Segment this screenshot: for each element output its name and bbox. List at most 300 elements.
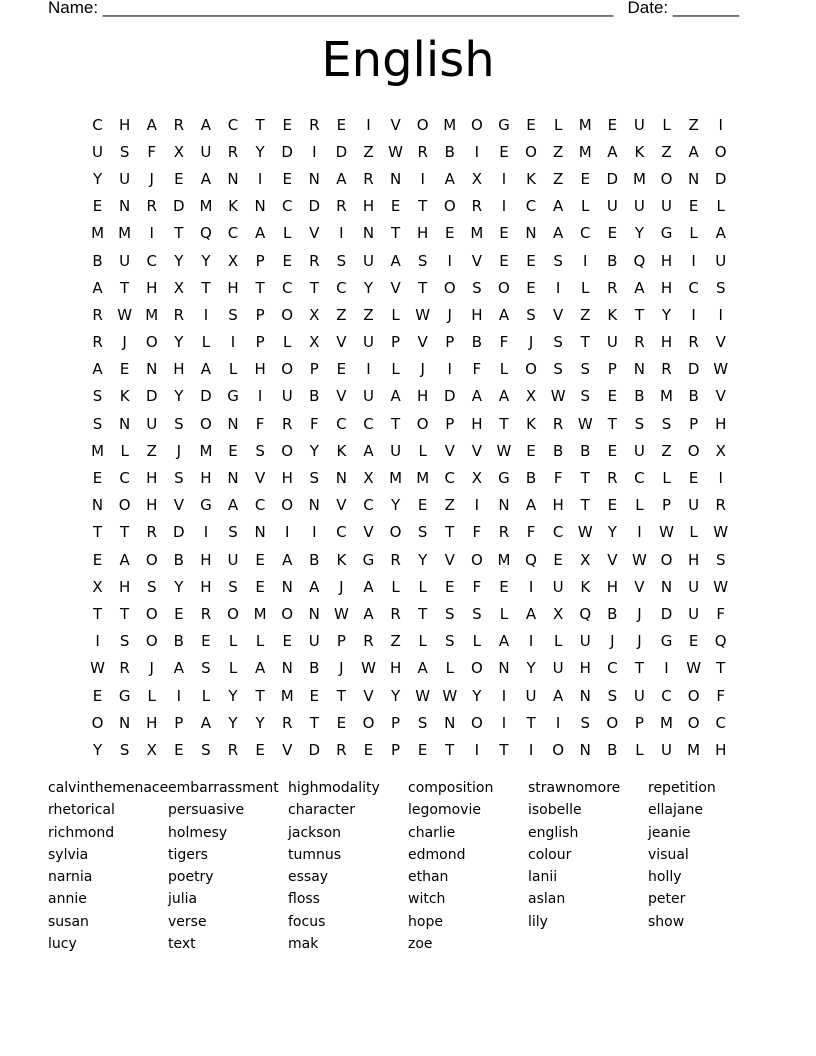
grid-cell: A	[173, 659, 184, 678]
grid-cell: D	[308, 197, 321, 216]
grid-cell: M	[687, 740, 701, 759]
grid-cell: P	[255, 333, 265, 352]
grid-cell: O	[525, 360, 537, 379]
grid-cell: A	[525, 604, 537, 623]
grid-cell: N	[227, 169, 239, 188]
grid-cell: H	[173, 360, 185, 379]
word-item: edmond	[408, 846, 466, 863]
grid-cell: Z	[146, 441, 157, 460]
grid-cell: F	[472, 523, 482, 542]
grid-row	[84, 274, 734, 301]
grid-cell: L	[201, 686, 211, 705]
grid-cell: D	[714, 169, 727, 188]
grid-cell: D	[145, 387, 158, 406]
grid-cell: N	[119, 414, 131, 433]
grid-cell: D	[443, 387, 456, 406]
grid-cell: H	[119, 115, 131, 134]
grid-cell: K	[634, 142, 645, 161]
grid-cell: E	[526, 441, 536, 460]
grid-cell: L	[228, 632, 238, 651]
grid-cell: Y	[174, 333, 184, 352]
grid-row	[84, 329, 734, 356]
grid-cell: W	[713, 523, 729, 542]
grid-cell: P	[634, 713, 644, 732]
grid-cell: H	[146, 469, 158, 488]
grid-cell: E	[553, 550, 563, 569]
grid-cell: H	[417, 387, 429, 406]
grid-cell: G	[660, 632, 673, 651]
grid-cell: H	[471, 414, 483, 433]
grid-cell: H	[146, 713, 158, 732]
grid-cell: R	[688, 333, 699, 352]
grid-cell: R	[661, 360, 672, 379]
grid-cell: I	[474, 142, 480, 161]
grid-cell: H	[660, 278, 673, 297]
grid-cell: P	[391, 740, 401, 759]
grid-cell: O	[145, 604, 158, 623]
grid-cell: U	[579, 632, 591, 651]
grid-cell: I	[95, 632, 100, 651]
grid-cell: E	[526, 115, 536, 134]
grid-cell: T	[174, 224, 184, 243]
grid-cell: E	[688, 632, 699, 651]
grid-cell: E	[174, 604, 184, 623]
grid-cell: K	[336, 441, 347, 460]
grid-cell: I	[528, 740, 534, 759]
grid-cell: R	[336, 197, 347, 216]
grid-cell: I	[149, 224, 154, 243]
grid-cell: D	[200, 387, 212, 406]
grid-cell: O	[281, 496, 294, 515]
grid-cell: S	[92, 387, 103, 406]
grid-row	[84, 247, 734, 274]
grid-row	[84, 709, 734, 736]
grid-cell: T	[390, 224, 401, 243]
grid-row	[84, 655, 734, 682]
word-item: persuasive	[168, 802, 245, 819]
grid-cell: E	[499, 224, 509, 243]
grid-cell: X	[146, 740, 157, 759]
grid-cell: H	[417, 224, 429, 243]
grid-cell: V	[715, 333, 726, 352]
grid-cell: R	[607, 278, 618, 297]
grid-cell: O	[227, 604, 239, 623]
grid-cell: M	[578, 115, 592, 134]
word-item: narnia	[48, 869, 93, 886]
grid-cell: R	[471, 197, 483, 216]
word-list	[48, 777, 768, 955]
grid-cell: I	[583, 251, 588, 270]
grid-cell: I	[555, 278, 561, 297]
grid-cell: C	[92, 115, 103, 134]
grid-cell: C	[227, 224, 239, 243]
grid-cell: T	[499, 740, 509, 759]
letter-grid	[84, 111, 734, 764]
grid-cell: W	[713, 577, 729, 596]
grid-row	[84, 682, 734, 709]
grid-cell: L	[445, 659, 454, 678]
grid-cell: S	[417, 251, 428, 270]
grid-cell: C	[363, 414, 374, 433]
grid-cell: H	[281, 469, 293, 488]
grid-cell: Y	[255, 142, 265, 161]
word-item: lily	[528, 913, 548, 930]
grid-cell: L	[283, 224, 292, 243]
grid-cell: U	[146, 414, 158, 433]
grid-cell: A	[634, 278, 645, 297]
grid-cell: I	[501, 686, 507, 705]
word-item: zoe	[408, 936, 433, 953]
grid-cell: T	[499, 414, 509, 433]
grid-cell: E	[92, 469, 103, 488]
grid-cell: U	[200, 142, 212, 161]
grid-cell: Z	[553, 142, 564, 161]
grid-cell: T	[120, 278, 130, 297]
grid-cell: X	[525, 387, 537, 406]
grid-cell: X	[363, 469, 374, 488]
grid-cell: R	[336, 740, 347, 759]
grid-cell: Y	[634, 224, 644, 243]
grid-cell: S	[715, 550, 726, 569]
grid-cell: E	[499, 577, 509, 596]
grid-cell: V	[363, 523, 374, 542]
grid-cell: L	[391, 305, 400, 324]
grid-cell: B	[607, 740, 618, 759]
grid-cell: T	[120, 604, 130, 623]
grid-cell: D	[308, 740, 321, 759]
grid-cell: O	[145, 632, 158, 651]
header	[48, 0, 739, 18]
name-field[interactable]: Name: ______________________________________________________	[48, 0, 614, 17]
grid-cell: S	[715, 278, 726, 297]
grid-cell: S	[255, 441, 265, 460]
grid-cell: H	[660, 251, 673, 270]
grid-cell: Z	[553, 169, 564, 188]
grid-cell: P	[336, 632, 346, 651]
grid-cell: H	[119, 577, 131, 596]
grid-cell: C	[254, 496, 266, 515]
grid-cell: G	[118, 686, 131, 705]
grid-cell: R	[390, 550, 401, 569]
grid-cell: E	[688, 469, 699, 488]
grid-cell: I	[691, 251, 696, 270]
grid-cell: Z	[661, 441, 672, 460]
grid-cell: R	[309, 251, 320, 270]
grid-cell: A	[553, 686, 564, 705]
grid-cell: D	[173, 523, 185, 542]
grid-row	[84, 220, 734, 247]
grid-cell: O	[687, 441, 700, 460]
grid-cell: F	[472, 577, 482, 596]
grid-cell: K	[119, 387, 130, 406]
grid-cell: R	[498, 523, 510, 542]
grid-cell: B	[688, 387, 699, 406]
grid-cell: A	[119, 550, 130, 569]
grid-cell: N	[91, 496, 104, 515]
grid-cell: Z	[661, 142, 672, 161]
grid-cell: C	[552, 523, 564, 542]
grid-cell: F	[526, 523, 536, 542]
grid-cell: P	[661, 496, 672, 515]
grid-cell: J	[339, 577, 344, 596]
grid-cell: E	[607, 115, 618, 134]
grid-cell: P	[689, 414, 699, 433]
grid-cell: O	[281, 604, 294, 623]
grid-cell: T	[418, 197, 428, 216]
grid-cell: S	[228, 577, 238, 596]
grid-cell: L	[283, 333, 292, 352]
grid-cell: U	[362, 251, 374, 270]
word-item: legomovie	[408, 802, 481, 819]
grid-cell: C	[363, 496, 374, 515]
grid-cell: S	[553, 360, 563, 379]
grid-cell: E	[282, 115, 292, 134]
grid-cell: H	[362, 197, 375, 216]
grid-cell: E	[282, 169, 292, 188]
grid-cell: O	[687, 686, 700, 705]
word-item: verse	[168, 913, 207, 930]
grid-cell: I	[230, 333, 236, 352]
grid-cell: L	[255, 632, 265, 651]
word-item: charlie	[408, 824, 456, 841]
grid-cell: Y	[390, 686, 401, 705]
grid-cell: U	[92, 142, 104, 161]
grid-cell: Z	[363, 142, 374, 161]
grid-cell: P	[445, 333, 455, 352]
grid-cell: P	[174, 713, 184, 732]
grid-cell: L	[228, 360, 238, 379]
grid-cell: S	[553, 333, 563, 352]
grid-cell: D	[687, 360, 700, 379]
grid-cell: A	[363, 441, 374, 460]
grid-cell: E	[688, 197, 699, 216]
grid-cell: M	[145, 305, 159, 324]
grid-cell: Y	[607, 523, 617, 542]
grid-cell: C	[688, 278, 699, 297]
grid-cell: Z	[688, 115, 699, 134]
grid-cell: U	[633, 197, 645, 216]
grid-cell: Z	[580, 305, 591, 324]
word-item: mak	[288, 936, 319, 953]
grid-cell: D	[335, 142, 348, 161]
grid-cell: B	[525, 469, 537, 488]
grid-cell: X	[173, 278, 184, 297]
grid-cell: C	[661, 686, 672, 705]
word-item: lanii	[528, 869, 558, 886]
grid-cell: O	[416, 414, 429, 433]
grid-cell: L	[662, 115, 671, 134]
grid-cell: R	[119, 659, 130, 678]
grid-cell: R	[227, 740, 239, 759]
grid-cell: A	[336, 169, 347, 188]
grid-cell: A	[200, 360, 212, 379]
grid-cell: O	[443, 197, 456, 216]
grid-cell: L	[581, 197, 590, 216]
grid-cell: E	[92, 197, 103, 216]
grid-cell: L	[418, 632, 427, 651]
grid-cell: U	[552, 659, 564, 678]
grid-cell: E	[607, 496, 618, 515]
grid-cell: A	[498, 305, 510, 324]
grid-cell: Y	[228, 713, 238, 732]
grid-cell: L	[201, 333, 211, 352]
grid-cell: H	[606, 577, 618, 596]
grid-row	[84, 111, 734, 138]
grid-cell: Y	[201, 251, 211, 270]
word-item: hope	[408, 913, 443, 930]
grid-cell: L	[147, 686, 156, 705]
grid-cell: S	[201, 659, 211, 678]
grid-cell: I	[312, 523, 317, 542]
word-item: poetry	[168, 869, 214, 886]
grid-cell: W	[659, 523, 674, 542]
date-field[interactable]: Date: _______	[627, 0, 740, 17]
grid-cell: V	[309, 224, 320, 243]
grid-cell: O	[145, 550, 158, 569]
grid-cell: S	[445, 632, 455, 651]
grid-cell: V	[336, 387, 347, 406]
grid-cell: I	[203, 305, 209, 324]
grid-cell: H	[200, 550, 212, 569]
grid-cell: O	[281, 360, 294, 379]
grid-cell: L	[499, 604, 509, 623]
grid-cell: N	[119, 197, 131, 216]
grid-cell: G	[498, 115, 510, 134]
grid-cell: E	[309, 686, 320, 705]
grid-cell: U	[362, 387, 374, 406]
grid-cell: E	[363, 740, 374, 759]
grid-cell: T	[418, 278, 428, 297]
grid-cell: E	[255, 577, 265, 596]
grid-cell: X	[173, 142, 184, 161]
grid-cell: O	[606, 713, 619, 732]
grid-cell: P	[445, 414, 455, 433]
grid-cell: O	[389, 523, 402, 542]
grid-cell: N	[227, 469, 239, 488]
grid-cell: W	[550, 387, 566, 406]
grid-cell: H	[687, 550, 700, 569]
grid-cell: K	[336, 550, 347, 569]
grid-cell: O	[362, 713, 375, 732]
grid-cell: Q	[579, 604, 592, 623]
grid-cell: O	[416, 115, 429, 134]
word-item: essay	[288, 869, 329, 886]
grid-cell: M	[416, 469, 430, 488]
grid-cell: E	[417, 496, 428, 515]
grid-cell: Z	[444, 496, 455, 515]
grid-cell: I	[176, 686, 182, 705]
grid-cell: O	[498, 278, 510, 297]
grid-cell: A	[282, 550, 293, 569]
grid-row	[84, 519, 734, 546]
grid-cell: I	[501, 197, 507, 216]
grid-row	[84, 383, 734, 410]
grid-cell: V	[417, 333, 428, 352]
grid-cell: I	[637, 523, 642, 542]
word-item: composition	[408, 780, 494, 796]
grid-cell: I	[366, 115, 371, 134]
grid-cell: I	[501, 169, 507, 188]
grid-cell: A	[200, 169, 212, 188]
grid-row	[84, 492, 734, 519]
grid-cell: T	[580, 333, 590, 352]
grid-cell: R	[634, 333, 645, 352]
grid-cell: D	[173, 197, 185, 216]
word-item: colour	[528, 846, 572, 863]
grid-cell: E	[607, 224, 618, 243]
grid-cell: L	[391, 577, 400, 596]
grid-cell: S	[553, 251, 563, 270]
grid-cell: J	[176, 441, 182, 460]
grid-cell: O	[470, 550, 483, 569]
grid-cell: U	[227, 550, 239, 569]
grid-cell: N	[389, 169, 402, 188]
grid-cell: Y	[174, 577, 184, 596]
grid-cell: O	[525, 142, 537, 161]
grid-cell: W	[415, 686, 431, 705]
grid-cell: U	[308, 632, 320, 651]
grid-cell: C	[336, 278, 347, 297]
grid-row	[84, 546, 734, 573]
grid-cell: X	[227, 251, 239, 270]
grid-cell: P	[309, 360, 319, 379]
grid-cell: L	[689, 523, 698, 542]
grid-row	[84, 464, 734, 491]
grid-cell: A	[715, 224, 726, 243]
grid-cell: S	[174, 469, 184, 488]
grid-cell: X	[553, 604, 564, 623]
grid-cell: N	[146, 360, 158, 379]
grid-cell: A	[309, 577, 320, 596]
grid-cell: V	[282, 740, 293, 759]
word-item: calvinthemenace	[48, 780, 169, 796]
grid-cell: A	[254, 659, 266, 678]
grid-cell: L	[120, 441, 129, 460]
grid-cell: T	[607, 414, 617, 433]
grid-cell: B	[444, 142, 455, 161]
grid-cell: N	[498, 659, 510, 678]
grid-cell: S	[472, 278, 482, 297]
grid-cell: C	[444, 469, 455, 488]
grid-cell: Y	[661, 305, 672, 324]
grid-cell: R	[146, 523, 157, 542]
grid-cell: K	[607, 305, 618, 324]
grid-cell: W	[388, 142, 403, 161]
grid-cell: I	[203, 523, 209, 542]
grid-cell: J	[122, 333, 127, 352]
grid-cell: T	[580, 496, 590, 515]
grid-cell: E	[445, 224, 455, 243]
grid-cell: H	[552, 496, 564, 515]
grid-cell: N	[362, 224, 375, 243]
grid-cell: O	[470, 115, 483, 134]
grid-cell: S	[174, 414, 184, 433]
grid-cell: N	[254, 197, 266, 216]
grid-cell: U	[606, 197, 618, 216]
grid-cell: E	[526, 278, 536, 297]
grid-cell: V	[336, 333, 347, 352]
grid-cell: R	[363, 169, 374, 188]
grid-cell: R	[146, 197, 157, 216]
grid-cell: W	[415, 305, 431, 324]
grid-cell: O	[281, 305, 294, 324]
grid-cell: N	[281, 577, 293, 596]
grid-cell: I	[447, 360, 452, 379]
grid-cell: E	[119, 360, 130, 379]
grid-cell: F	[499, 333, 509, 352]
grid-cell: M	[632, 169, 646, 188]
grid-row	[84, 165, 734, 192]
